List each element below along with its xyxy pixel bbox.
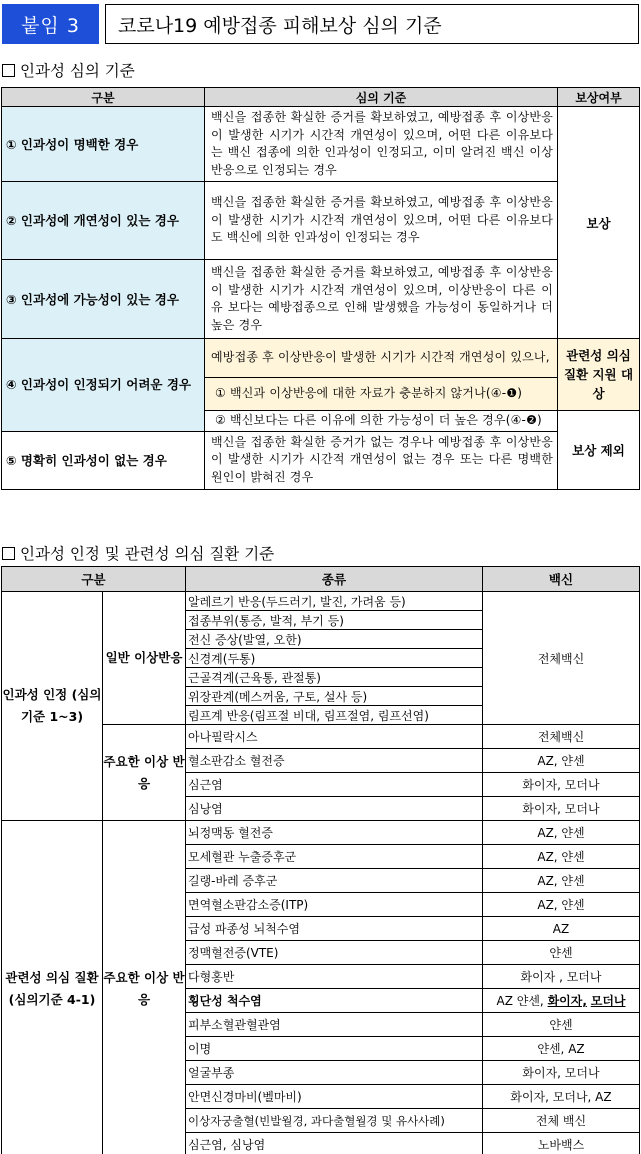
compensation-cell: 보상 제외 bbox=[558, 411, 640, 490]
table-row bbox=[2, 260, 640, 339]
table-header-row bbox=[2, 567, 640, 592]
vaccine-cell: 얀센 bbox=[483, 1013, 640, 1037]
subgroup-label: 일반 이상반응 bbox=[103, 592, 186, 725]
compensation-cell: 보상 bbox=[558, 107, 640, 339]
criteria-cell: 백신을 접종한 확실한 증거가 없는 경우나 예방접종 후 이상반응이 발생한 시기가 시간적 개연성이 없는 경우 또는 다른 명백한 원인이 밝혀진 경우 bbox=[205, 431, 558, 489]
table-row bbox=[2, 182, 640, 260]
kind-cell: 다형홍반 bbox=[186, 965, 483, 989]
kind-cell: 뇌정맥동 혈전증 bbox=[186, 821, 483, 845]
kind-cell: 심근염 bbox=[186, 773, 483, 797]
vaccine-cell: 화이자, 모더나 bbox=[483, 797, 640, 821]
criteria-cell: ① 백신과 이상반응에 대한 자료가 충분하지 않거나(④-❶) bbox=[205, 378, 558, 411]
page-header bbox=[2, 4, 639, 44]
subgroup-label: 주요한 이상 반응 bbox=[103, 725, 186, 821]
category-cell: ① 인과성이 명백한 경우 bbox=[2, 107, 205, 182]
kind-cell: 위장관계(메스꺼움, 구토, 설사 등) bbox=[186, 687, 483, 706]
section1-heading bbox=[2, 59, 135, 81]
kind-cell: 모세혈관 누출증후군 bbox=[186, 845, 483, 869]
kind-cell: 전신 증상(발열, 오한) bbox=[186, 630, 483, 649]
kind-cell: 심낭염 bbox=[186, 797, 483, 821]
section2-heading bbox=[2, 542, 274, 564]
vaccine-cell: 노바백스 bbox=[483, 1133, 640, 1154]
category-cell: ③ 인과성에 가능성이 있는 경우 bbox=[2, 260, 205, 339]
kind-cell: 횡단성 척수염 bbox=[186, 989, 483, 1013]
kind-cell: 림프계 반응(림프절 비대, 림프절염, 림프선염) bbox=[186, 706, 483, 725]
kind-cell: 신경계(두통) bbox=[186, 649, 483, 668]
page-title: 코로나19 예방접종 피해보상 심의 기준 bbox=[105, 4, 639, 44]
section1-heading-text: 인과성 심의 기준 bbox=[20, 62, 135, 80]
vaccine-cell: 얀센 bbox=[483, 941, 640, 965]
criteria-cell: 백신을 접종한 확실한 증거를 확보하였고, 예방접종 후 이상반응이 발생한 시기가 시간적 개연성이 있으며, 어떤 다른 이유보다도 백신에 의한 인과성이 인정되는 경우 bbox=[205, 182, 558, 260]
col-header-category: 구분 bbox=[2, 88, 205, 107]
kind-cell: 알레르기 반응(두드러기, 발진, 가려움 등) bbox=[186, 592, 483, 611]
col-header-category: 구분 bbox=[2, 567, 186, 592]
vaccine-text: AZ 얀센, bbox=[496, 994, 544, 1008]
category-cell: ⑤ 명확히 인과성이 없는 경우 bbox=[2, 431, 205, 489]
table-row bbox=[2, 107, 640, 182]
subgroup-label: 주요한 이상 반응 bbox=[103, 821, 186, 1154]
kind-cell: 안면신경마비(벨마비) bbox=[186, 1085, 483, 1109]
vaccine-cell: 화이자, 모더나 bbox=[483, 1061, 640, 1085]
vaccine-cell: 화이자, 모더나, AZ bbox=[483, 1085, 640, 1109]
vaccine-cell: AZ, 얀센 bbox=[483, 845, 640, 869]
vaccine-cell: 전체백신 bbox=[483, 725, 640, 749]
kind-cell: 혈소판감소 혈전증 bbox=[186, 749, 483, 773]
compensation-cell: 관련성 의심 질환 지원 대상 bbox=[558, 339, 640, 411]
kind-cell: 급성 파종성 뇌척수염 bbox=[186, 917, 483, 941]
table-header-row bbox=[2, 88, 640, 107]
col-header-compensation: 보상여부 bbox=[558, 88, 640, 107]
table-row bbox=[2, 431, 640, 489]
vaccine-cell: AZ bbox=[483, 917, 640, 941]
section2-heading-text: 인과성 인정 및 관련성 의심 질환 기준 bbox=[20, 545, 275, 563]
kind-cell: 근골격계(근육통, 관절통) bbox=[186, 668, 483, 687]
criteria-cell: 백신을 접종한 확실한 증거를 확보하였고, 예방접종 후 이상반응이 발생한 시기가 시간적 개연성이 있으며, 어떤 다른 이유보다는 백신 접종에 의한 인과성이 인정되고, 이미 알려진 백신 이상반응으로 인정되는 경우 bbox=[205, 107, 558, 182]
vaccine-text-emphasis: 모더나 bbox=[590, 994, 626, 1008]
vaccine-cell: 얀센, AZ bbox=[483, 1037, 640, 1061]
vaccine-cell: AZ, 얀센 bbox=[483, 869, 640, 893]
table-row bbox=[2, 339, 640, 378]
vaccine-cell: AZ, 얀센 bbox=[483, 821, 640, 845]
kind-cell: 정맥혈전증(VTE) bbox=[186, 941, 483, 965]
category-cell: ④ 인과성이 인정되기 어려운 경우 bbox=[2, 339, 205, 432]
criteria-cell: ② 백신보다는 다른 이유에 의한 가능성이 더 높은 경우(④-❷) bbox=[205, 411, 558, 432]
kind-cell: 길랭-바레 증후군 bbox=[186, 869, 483, 893]
checkbox-square-icon bbox=[2, 64, 15, 77]
kind-cell: 접종부위(통증, 발적, 부기 등) bbox=[186, 611, 483, 630]
vaccine-cell: 전체 백신 bbox=[483, 1109, 640, 1133]
vaccine-cell: AZ, 얀센 bbox=[483, 749, 640, 773]
group-label: 관련성 의심 질환 (심의기준 4-1) bbox=[2, 821, 103, 1154]
table-row bbox=[2, 592, 640, 611]
kind-cell: 이명 bbox=[186, 1037, 483, 1061]
disease-criteria-table bbox=[1, 566, 640, 1154]
kind-cell: 이상자궁출혈(빈발월경, 과다출혈월경 및 유사사례) bbox=[186, 1109, 483, 1133]
col-header-criteria: 심의 기준 bbox=[205, 88, 558, 107]
col-header-kind: 종류 bbox=[186, 567, 483, 592]
vaccine-cell: 화이자, 모더나 bbox=[483, 773, 640, 797]
attachment-badge: 붙임 3 bbox=[2, 4, 99, 44]
vaccine-cell: AZ, 얀센 bbox=[483, 893, 640, 917]
category-cell: ② 인과성에 개연성이 있는 경우 bbox=[2, 182, 205, 260]
criteria-cell: 예방접종 후 이상반응이 발생한 시기가 시간적 개연성이 있으나, bbox=[205, 339, 558, 378]
kind-cell: 아나필락시스 bbox=[186, 725, 483, 749]
kind-cell: 심근염, 심낭염 bbox=[186, 1133, 483, 1154]
vaccine-cell: 전체백신 bbox=[483, 592, 640, 725]
vaccine-cell: 화이자 , 모더나 bbox=[483, 965, 640, 989]
causality-criteria-table bbox=[1, 87, 640, 490]
col-header-vaccine: 백신 bbox=[483, 567, 640, 592]
group-label: 인과성 인정 (심의기준 1~3) bbox=[2, 592, 103, 821]
vaccine-text-emphasis: 화이자, bbox=[547, 994, 587, 1008]
kind-cell: 얼굴부종 bbox=[186, 1061, 483, 1085]
table-row bbox=[2, 821, 640, 845]
kind-cell: 면역혈소판감소증(ITP) bbox=[186, 893, 483, 917]
criteria-cell: 백신을 접종한 확실한 증거를 확보하였고, 예방접종 후 이상반응이 발생한 시기가 시간적 개연성이 있으며, 이상반응이 다른 이유 보다는 예방접종으로 인해 발생했을 가능성이 동일하거나 더 높은 경우 bbox=[205, 260, 558, 339]
checkbox-square-icon bbox=[2, 547, 15, 560]
vaccine-cell bbox=[483, 989, 640, 1013]
kind-cell: 피부소혈관혈관염 bbox=[186, 1013, 483, 1037]
